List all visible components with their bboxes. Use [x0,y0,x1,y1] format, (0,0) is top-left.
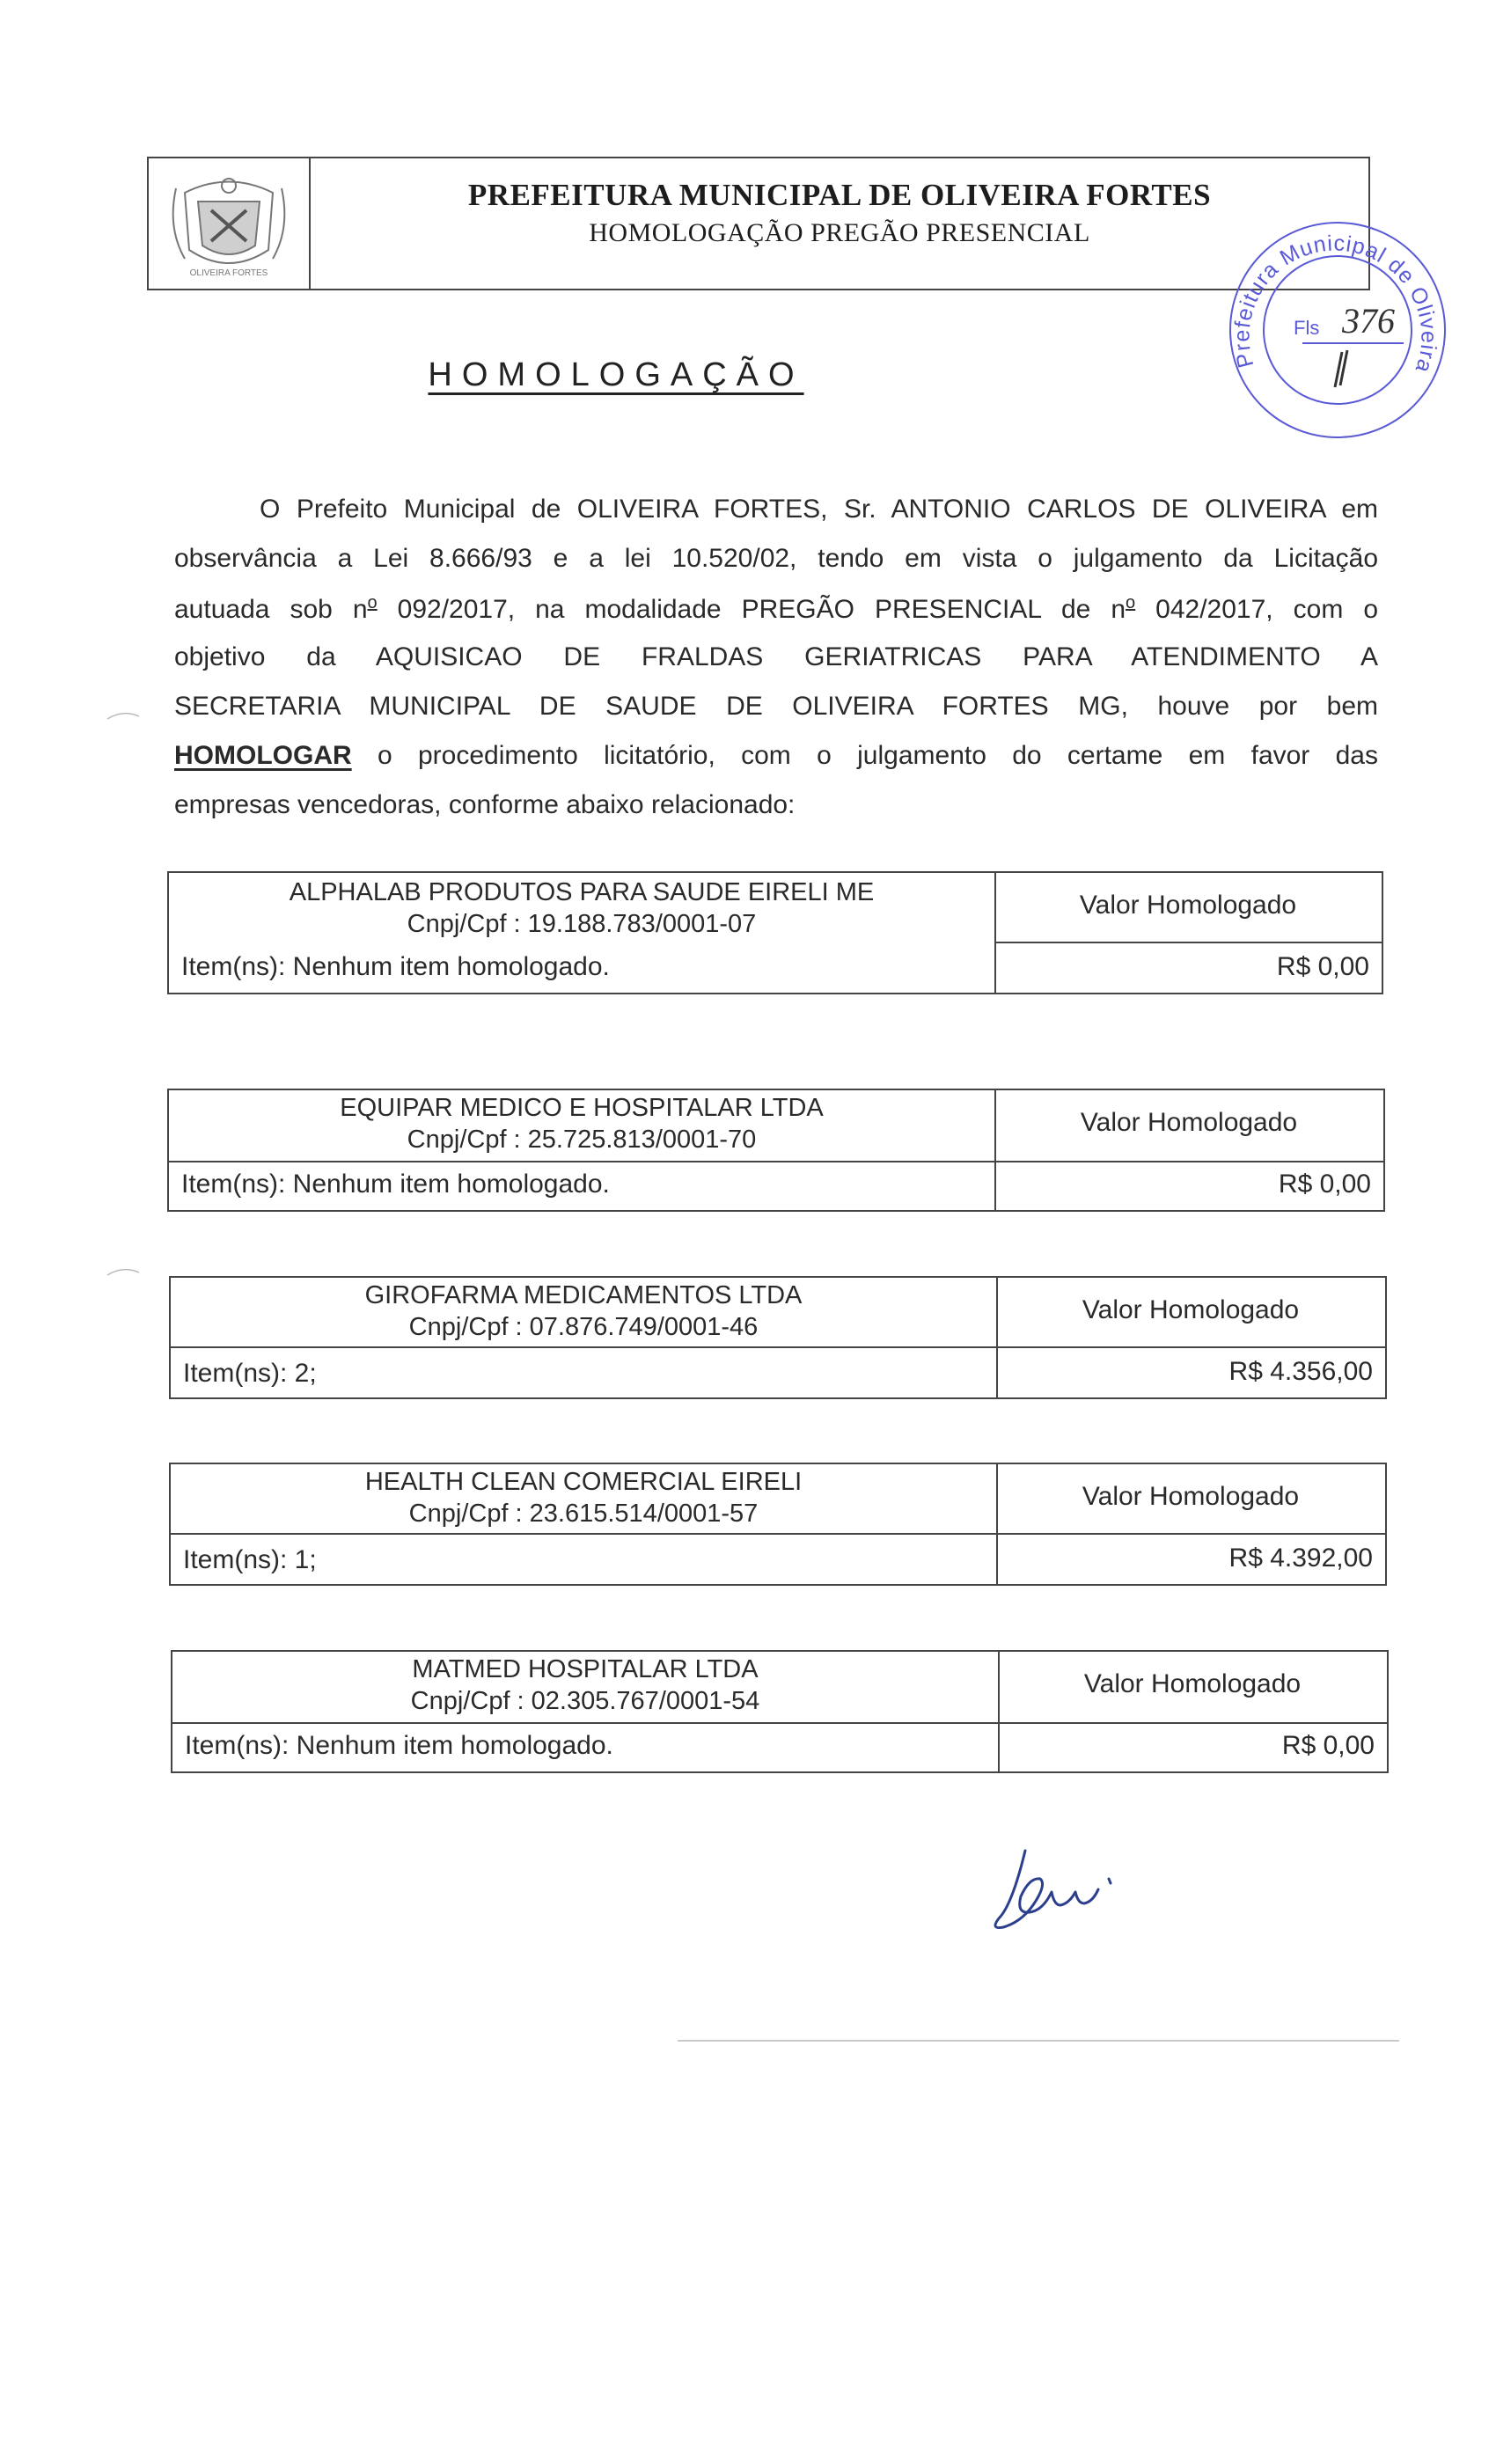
paragraph-line-6: HOMOLOGAR o procedimento licitatório, com o julgamento do certame em favor das [174,741,1378,770]
document-title: HOMOLOGAÇÃO [428,356,804,393]
vendor-value: R$ 4.392,00 [1228,1544,1373,1573]
vendor-name: ALPHALAB PRODUTOS PARA SAUDE EIRELI ME [289,878,875,906]
vendor-value-label: Valor Homologado [1080,1108,1298,1137]
vendor-value: R$ 0,00 [1281,1731,1375,1760]
svg-text:Fls: Fls [1294,317,1320,339]
paragraph-line-5: SECRETARIA MUNICIPAL DE SAUDE DE OLIVEIRA FORTES MG, houve por bem [174,692,1378,721]
handwritten-signature-icon [977,1844,1153,1940]
vendor-value-label: Valor Homologado [1079,891,1297,920]
vendor-items: Item(ns): Nenhum item homologado. [181,1170,610,1199]
paragraph-line-4: objetivo da AQUISICAO DE FRALDAS GERIATRICAS PARA ATENDIMENTO A [174,642,1378,671]
paragraph-line-1: O Prefeito Municipal de OLIVEIRA FORTES, Sr. ANTONIO CARLOS DE OLIVEIRA em [260,495,1378,524]
vendor-items: Item(ns): 2; [183,1359,317,1388]
folio-stamp [1211,192,1456,449]
crest-cell [149,158,311,289]
vendor-cnpj: Cnpj/Cpf : 19.188.783/0001-07 [407,910,757,938]
municipal-coat-of-arms-icon [158,166,299,281]
vendor-value-label: Valor Homologado [1082,1482,1300,1511]
vendor-value-label: Valor Homologado [1082,1295,1300,1324]
vendor-box [167,871,1383,994]
vendor-items: Item(ns): 1; [183,1545,317,1574]
vendor-cnpj: Cnpj/Cpf : 23.615.514/0001-57 [408,1500,759,1528]
vendor-value: R$ 0,00 [1278,1170,1371,1199]
footer-rule [678,2040,1399,2042]
header-subtitle: HOMOLOGAÇÃO PREGÃO PRESENCIAL [589,218,1090,247]
paragraph-line-2: observância a Lei 8.666/93 e a lei 10.520/02, tendo em vista o julgamento da Licitação [174,544,1378,573]
vendor-value-label: Valor Homologado [1083,1669,1302,1698]
document-header [147,157,1370,290]
vendor-name: HEALTH CLEAN COMERCIAL EIRELI [364,1468,803,1496]
scan-mark [106,1267,141,1276]
vendor-box [171,1650,1389,1773]
paragraph-line-7: empresas vencedoras, conforme abaixo relacionado: [174,790,796,819]
vendor-cnpj: Cnpj/Cpf : 25.725.813/0001-70 [407,1126,757,1154]
homologar-emphasis: HOMOLOGAR [174,741,352,770]
vendor-box [167,1089,1385,1212]
vendor-box [169,1276,1387,1399]
svg-text:Prefeitura Municipal de Olivei: Prefeitura Municipal de Oliveira Fortes [1211,192,1441,377]
vendor-items: Item(ns): Nenhum item homologado. [181,952,610,981]
svg-text:OLIVEIRA FORTES: OLIVEIRA FORTES [189,268,268,278]
vendor-cnpj: Cnpj/Cpf : 07.876.749/0001-46 [408,1313,759,1341]
vendor-cnpj: Cnpj/Cpf : 02.305.767/0001-54 [410,1687,760,1715]
stamp-seal-icon [1211,192,1456,449]
vendor-items: Item(ns): Nenhum item homologado. [185,1731,613,1760]
vendor-name: EQUIPAR MEDICO E HOSPITALAR LTDA [340,1094,824,1122]
header-title: PREFEITURA MUNICIPAL DE OLIVEIRA FORTES [467,178,1212,212]
vendor-name: GIROFARMA MEDICAMENTOS LTDA [364,1281,803,1309]
paragraph-line-3: autuada sob $n^o$ 092/2017, na modalidade PREGÃO PRESENCIAL de $n^o$ 042/2017, com o [174,593,1379,624]
vendor-value: R$ 4.356,00 [1228,1357,1373,1386]
vendor-name: MATMED HOSPITALAR LTDA [412,1655,759,1683]
vendor-value: R$ 0,00 [1276,952,1369,981]
vendor-box [169,1463,1387,1586]
scan-mark [106,711,141,720]
svg-text:376: 376 [1342,301,1395,341]
